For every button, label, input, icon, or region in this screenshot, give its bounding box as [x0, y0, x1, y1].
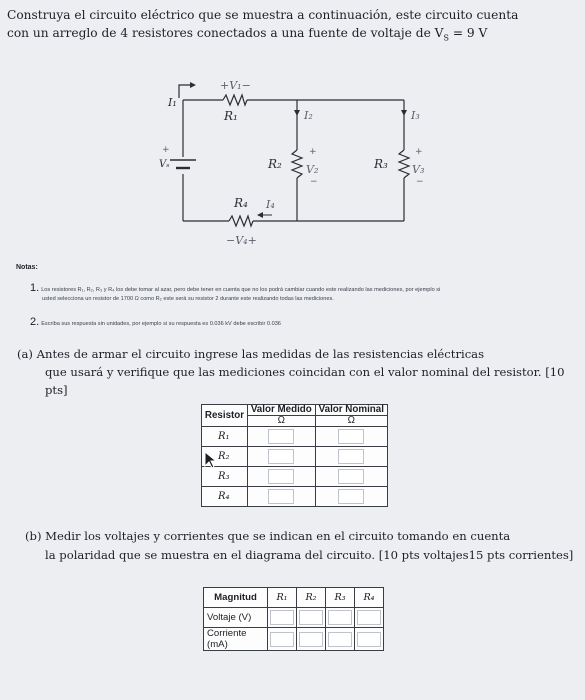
v2-label: V₂: [306, 163, 319, 176]
i2-label: I₂: [304, 109, 313, 122]
row-label-current: Corriente (mA): [204, 628, 268, 651]
note-1: 1. Los resistores R₁, R₂, R₃ y R₄ los debe tomar al azar, pero debe tener en cuenta que no los podrá cambiar cuando este realizando las mediciones, por ejemplo si: [30, 282, 441, 294]
measurements-table: [203, 587, 384, 651]
unit-measured: Ω: [248, 416, 316, 427]
col-header-r4: R₄: [355, 588, 384, 608]
v2-minus-sign: −: [310, 177, 318, 187]
voltage-input-r2[interactable]: [299, 610, 323, 625]
vs-plus-sign: +: [162, 145, 170, 155]
current-input-r3[interactable]: [328, 632, 352, 647]
mouse-cursor-icon: [204, 451, 218, 469]
notes-title: Notas:: [16, 264, 38, 271]
part-a-instructions: que usará y verifique que las mediciones coincidan con el valor nominal del resistor. [10 pts]: [45, 365, 565, 397]
r2-label: R₂: [268, 157, 282, 171]
i4-label: I₄: [266, 198, 275, 211]
row-label-r3: R₃: [202, 467, 248, 487]
table-row: [202, 447, 388, 467]
nominal-input-r2[interactable]: [338, 449, 364, 464]
r3-label: R₃: [374, 157, 388, 171]
part-b-instructions: la polaridad que se muestra en el diagrama del circuito. [10 pts voltajes15 pts corrientes]: [45, 548, 574, 562]
row-label-r1: R₁: [202, 427, 248, 447]
intro-line-1: Construya el circuito eléctrico que se muestra a continuación, este circuito cuenta: [7, 8, 519, 22]
r1-label: R₁: [224, 109, 238, 123]
i2-arrow-icon: [294, 110, 300, 116]
current-input-r1[interactable]: [270, 632, 294, 647]
header-magnitude: Magnitud: [204, 588, 268, 608]
resistor-table: [201, 404, 388, 507]
table-row: [204, 628, 384, 651]
current-input-r4[interactable]: [357, 632, 381, 647]
row-label-r4: R₄: [202, 487, 248, 507]
table-row: [202, 467, 388, 487]
i1-arrow-icon: [190, 82, 196, 88]
measured-input-r3[interactable]: [268, 469, 294, 484]
row-label-r2: R₂: [202, 447, 248, 467]
r3-resistor: [399, 150, 409, 178]
v3-label: V₃: [412, 163, 425, 176]
header-nominal: Valor Nominal: [315, 405, 387, 416]
col-header-r3: R₃: [326, 588, 355, 608]
r4-resistor: [229, 216, 253, 226]
header-resistor: Resistor: [202, 405, 248, 427]
intro-line-2: con un arreglo de 4 resistores conectados a una fuente de voltaje de $V_S = 9$ V: [7, 26, 488, 43]
i1-arrow-line: [179, 85, 190, 98]
table-row: [204, 608, 384, 628]
voltage-input-r3[interactable]: [328, 610, 352, 625]
current-input-r2[interactable]: [299, 632, 323, 647]
part-a-heading: (a) Antes de armar el circuito ingrese las medidas de las resistencias eléctricas: [17, 347, 485, 361]
circuit-diagram: [0, 70, 585, 260]
i3-arrow-icon: [401, 110, 407, 116]
v3-plus-sign: +: [415, 147, 423, 157]
table-row: [202, 427, 388, 447]
v4-label: −V₄+: [226, 234, 257, 247]
vs-label: Vₛ: [159, 159, 170, 170]
row-label-voltage: Voltaje (V): [204, 608, 268, 628]
header-measured: Valor Medido: [248, 405, 316, 416]
v3-minus-sign: −: [416, 177, 424, 187]
voltage-input-r4[interactable]: [357, 610, 381, 625]
measured-input-r2[interactable]: [268, 449, 294, 464]
table-row: [202, 487, 388, 507]
i3-label: I₃: [411, 109, 420, 122]
i4-arrow-icon: [257, 212, 263, 218]
nominal-input-r4[interactable]: [338, 489, 364, 504]
part-b-heading: (b) Medir los voltajes y corrientes que se indican en el circuito tomando en cuenta: [25, 529, 511, 543]
measured-input-r1[interactable]: [268, 429, 294, 444]
v1-label: +V₁−: [220, 79, 251, 92]
voltage-input-r1[interactable]: [270, 610, 294, 625]
i1-label: I₁: [168, 96, 177, 109]
r1-resistor: [223, 95, 247, 105]
nominal-input-r1[interactable]: [338, 429, 364, 444]
problem-statement: [7, 6, 577, 47]
r4-label: R₄: [234, 196, 248, 210]
col-header-r2: R₂: [297, 588, 326, 608]
note-2: 2. Escriba sus respuesta sin unidades, por ejemplo si su respuesta es 0.036 kV debe escribir 0.036: [30, 316, 281, 328]
v2-plus-sign: +: [309, 147, 317, 157]
r2-resistor: [292, 150, 302, 178]
note-1-continued: usted selecciona un resistor de 1700 Ω como R₂ este será su resistor 2 durante este realizando todas las mediciones.: [42, 296, 334, 302]
unit-nominal: Ω: [315, 416, 387, 427]
nominal-input-r3[interactable]: [338, 469, 364, 484]
col-header-r1: R₁: [268, 588, 297, 608]
measured-input-r4[interactable]: [268, 489, 294, 504]
